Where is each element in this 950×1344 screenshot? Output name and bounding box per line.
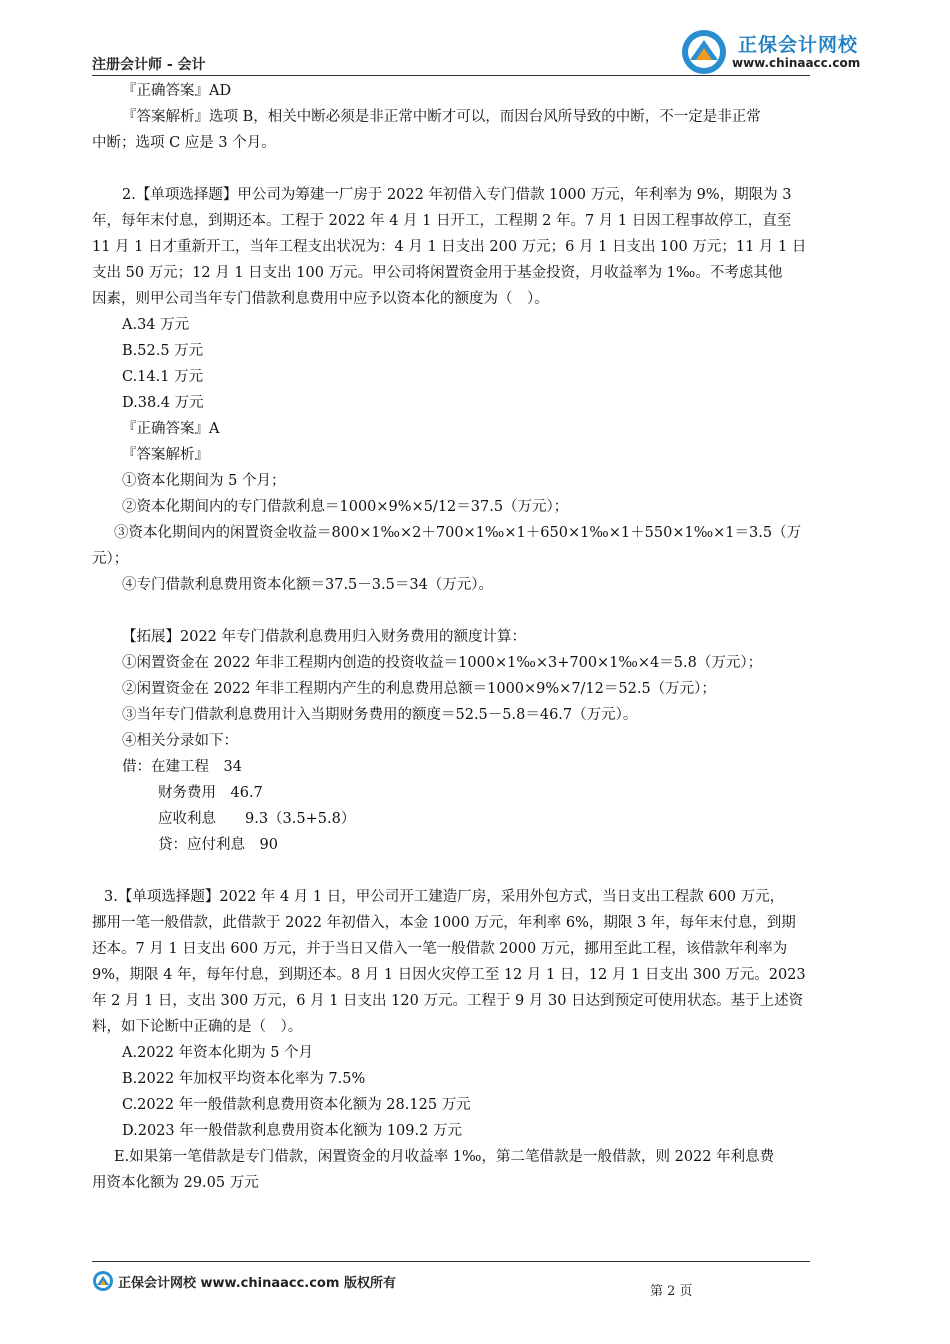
question-text-line: 年，每年末付息，到期还本。工程于 2022 年 4 月 1 日开工，工程期 2 年。7 月 1 日因工程事故停工，直至 (92, 213, 792, 229)
logo-url: www.chinaacc.com (732, 56, 861, 70)
question-text-line: 3.【单项选择题】2022 年 4 月 1 日，甲公司开工建造厂房，采用外包方式，当日支出工程款 600 万元， (104, 889, 785, 905)
logo-emblem-icon (680, 28, 728, 76)
question-text-line: 年 2 月 1 日，支出 300 万元，6 月 1 日支出 120 万元。工程于 9 月 30 日达到预定可使用状态。基于上述资 (92, 993, 804, 1009)
extension-heading: 【拓展】2022 年专门借款利息费用归入财务费用的额度计算： (122, 629, 527, 645)
question-text-line: 9%，期限 4 年，每年付息，到期还本。8 月 1 日因火灾停工至 12 月 1 日，12 月 1 日支出 300 万元。2023 (92, 967, 806, 983)
explanation-line: ①资本化期间为 5 个月； (122, 473, 286, 489)
explanation-line: 元）； (92, 551, 129, 567)
explanation-line: ④专门借款利息费用资本化额＝37.5－3.5＝34（万元）。 (122, 577, 494, 593)
option-a: A.34 万元 (122, 317, 190, 333)
journal-entry-line: 借：在建工程 34 (122, 759, 242, 775)
question-text-line: 挪用一笔一般借款，此借款于 2022 年初借入，本金 1000 万元，年利率 6%，期限 3 年，每年末付息，到期 (92, 915, 796, 931)
option-c: C.14.1 万元 (122, 369, 204, 385)
question-text-line: 11 月 1 日才重新开工，当年工程支出状况为：4 月 1 日支出 200 万元；6 月 1 日支出 100 万元；11 月 1 日 (92, 239, 807, 255)
answer-line: 『正确答案』AD (122, 83, 232, 99)
option-e: E.如果第一笔借款是专门借款，闲置资金的月收益率 1‰，第二笔借款是一般借款，则 2022 年利息费 (114, 1149, 775, 1165)
document-title: 注册会计师 - 会计 (92, 57, 206, 73)
extension-line: ②闲置资金在 2022 年非工程期内产生的利息费用总额＝1000×9%×7/12＝52.5（万元）； (122, 681, 716, 697)
extension-line: ④相关分录如下： (122, 733, 238, 749)
option-d: D.2023 年一般借款利息费用资本化额为 109.2 万元 (122, 1123, 462, 1139)
option-c: C.2022 年一般借款利息费用资本化额为 28.125 万元 (122, 1097, 471, 1113)
question-text-line: 支出 50 万元；12 月 1 日支出 100 万元。甲公司将闲置资金用于基金投资，月收益率为 1‰。不考虑其他 (92, 265, 783, 281)
option-a: A.2022 年资本化期为 5 个月 (122, 1045, 314, 1061)
question-text-line: 料，如下论断中正确的是（ ）。 (92, 1019, 303, 1035)
option-b: B.52.5 万元 (122, 343, 204, 359)
explanation-line: ②资本化期间内的专门借款利息＝1000×9%×5/12＝37.5（万元）； (122, 499, 569, 515)
footer-copyright: 正保会计网校 www.chinaacc.com 版权所有 (118, 1276, 396, 1291)
option-d: D.38.4 万元 (122, 395, 204, 411)
explanation-heading: 『答案解析』 (122, 447, 209, 463)
footer-divider (92, 1261, 810, 1262)
brand-logo[interactable] (680, 28, 860, 76)
journal-entry-line: 财务费用 46.7 (158, 785, 263, 801)
option-e: 用资本化额为 29.05 万元 (92, 1175, 259, 1191)
explanation-line: 中断；选项 C 应是 3 个月。 (92, 135, 276, 151)
option-b: B.2022 年加权平均资本化率为 7.5% (122, 1071, 366, 1087)
question-text-line: 2.【单项选择题】甲公司为筹建一厂房于 2022 年初借入专门借款 1000 万元，年利率为 9%，期限为 3 (122, 187, 792, 203)
answer-line: 『正确答案』A (122, 421, 220, 437)
explanation-line: 『答案解析』选项 B，相关中断必须是非正常中断才可以，而因台风所导致的中断，不一定是非正常 (122, 109, 761, 125)
footer-logo-icon (92, 1270, 114, 1292)
question-text-line: 还本。7 月 1 日支出 600 万元，并于当日又借入一笔一般借款 2000 万元，挪用至此工程，该借款年利率为 (92, 941, 788, 957)
explanation-line: ③资本化期间内的闲置资金收益＝800×1‰×2＋700×1‰×1＋650×1‰×1＋550×1‰×1＝3.5（万 (114, 525, 802, 541)
question-text-line: 因素，则甲公司当年专门借款利息费用中应予以资本化的额度为（ ）。 (92, 291, 549, 307)
journal-entry-line: 贷：应付利息 90 (158, 837, 278, 853)
header-divider (92, 75, 810, 76)
logo-name: 正保会计网校 (738, 34, 859, 56)
extension-line: ①闲置资金在 2022 年非工程期内创造的投资收益＝1000×1‰×3+700×1‰×4＝5.8（万元）； (122, 655, 763, 671)
extension-line: ③当年专门借款利息费用计入当期财务费用的额度＝52.5－5.8＝46.7（万元）。 (122, 707, 638, 723)
journal-entry-line: 应收利息 9.3（3.5+5.8） (158, 811, 356, 827)
page-number: 第 2 页 (650, 1284, 693, 1299)
